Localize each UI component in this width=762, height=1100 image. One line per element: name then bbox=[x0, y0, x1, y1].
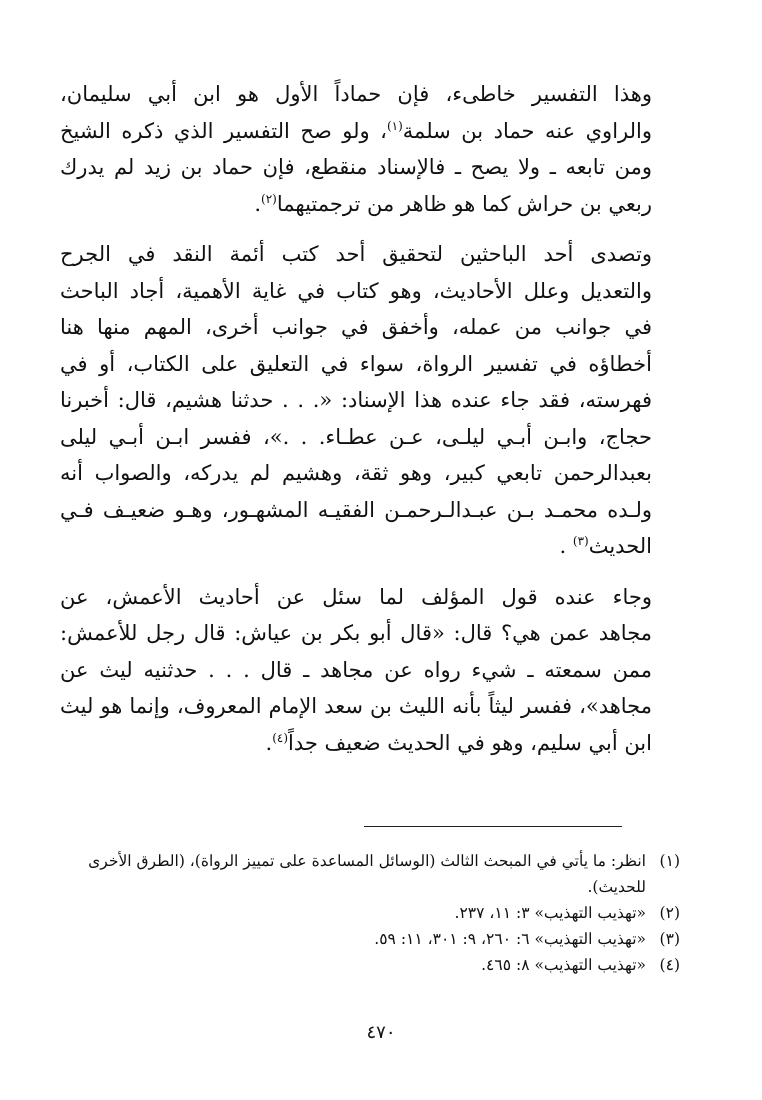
footnote-item bbox=[60, 848, 680, 900]
footnote-number: (٤) bbox=[659, 956, 680, 974]
text-span: ابن أبي سليم، وهو في الحديث ضعيف جداً bbox=[288, 730, 652, 755]
text-span: والراوي عنه حماد بن سلمة bbox=[402, 118, 652, 143]
text-line bbox=[60, 528, 680, 565]
text-line: بعبدالرحمن تابعي كبير، وهو ثقة، وهشيم لم يدركه، والصواب أنه bbox=[60, 461, 652, 485]
text-span: ، ولو صح التفسير الذي ذكره الشيخ bbox=[60, 118, 387, 143]
footnote-text: انظر: ما يأتي في المبحث الثالث (الوسائل المساعدة على تمييز الرواة)، (الطرق الأخرى للحديث). bbox=[88, 852, 646, 896]
paragraph-3 bbox=[60, 579, 680, 762]
text-line: مجاهد»، ففسر ليثاً بأنه الليث بن سعد الإمام المعروف، وإنما هو ليث bbox=[60, 694, 652, 718]
main-text bbox=[60, 76, 680, 775]
text-span: الحديث bbox=[588, 534, 652, 558]
text-line: في جوانب من عمله، وأخفق في جوانب أخرى، المهم منها هنا bbox=[60, 315, 652, 339]
footnote-ref[interactable]: (١) bbox=[386, 118, 403, 133]
text-span: . bbox=[265, 730, 273, 755]
footnote-text: «تهذيب التهذيب» ٦: ٢٦٠، ٩: ٣٠١، ١١: ٥٩. bbox=[374, 930, 646, 948]
text-line: وجاء عنده قول المؤلف لما سئل عن أحاديث الأعمش، عن bbox=[60, 584, 652, 609]
footnote-text: «تهذيب التهذيب» ٨: ٤٦٥. bbox=[481, 956, 646, 974]
text-line: وتصدى أحد الباحثين لتحقيق أحد كتب أئمة النقد في الجرح bbox=[60, 242, 652, 266]
footnote-separator bbox=[364, 826, 622, 827]
footnote-number: (٢) bbox=[659, 904, 680, 922]
text-line: وهذا التفسير خاطىء، فإن حماداً الأول هو ابن أبي سليمان، bbox=[60, 82, 652, 106]
footnote-item bbox=[60, 926, 680, 952]
paragraph-1 bbox=[60, 76, 680, 222]
footnote-number: (١) bbox=[659, 852, 680, 870]
text-line: حجاج، وابـن أبـي ليلـى، عـن عطـاء. . .»، ففسر ابـن أبـي ليلى bbox=[60, 424, 652, 449]
text-line bbox=[60, 725, 680, 762]
footnote-ref[interactable]: (٤) bbox=[272, 730, 289, 745]
footnotes bbox=[60, 848, 680, 978]
text-span: . bbox=[254, 191, 262, 216]
text-line bbox=[60, 186, 680, 223]
text-line: مجاهد عمن هي؟ قال: «قال أبو بكر بن عياش: قال رجل للأعمش: bbox=[60, 621, 653, 645]
footnote-item bbox=[60, 900, 680, 926]
text-line: أخطاؤه في تفسير الرواة، سواء في التعليق على الكتاب، أو في bbox=[60, 351, 652, 376]
text-span: . bbox=[559, 534, 573, 558]
page-number: ٤٧٠ bbox=[366, 1022, 396, 1043]
footnote-ref[interactable]: (٢) bbox=[261, 191, 277, 206]
text-line: فهرسته، فقد جاء عنده هذا الإسناد: «. . . حدثنا هشيم، قال: أخبرنا bbox=[60, 388, 652, 412]
paragraph-2 bbox=[60, 236, 680, 565]
footnote-text: «تهذيب التهذيب» ٣: ١١، ٢٣٧. bbox=[454, 904, 646, 922]
text-line: والتعديل وعلل الأحاديث، وهو كتاب في غاية الأهمية، أجاد الباحث bbox=[60, 278, 652, 303]
footnote-ref[interactable]: (٣) bbox=[572, 534, 589, 548]
text-line: ولـده محمـد بـن عبـدالـرحمـن الفقيـه المشهـور، وهـو ضعيـف فـي bbox=[60, 497, 652, 522]
text-line: ومن تابعه ـ ولا يصح ـ فالإسناد منقطع، فإن حماد بن زيد لم يدرك bbox=[60, 155, 652, 179]
text-line bbox=[60, 113, 680, 150]
footnote-item bbox=[60, 952, 680, 978]
footnote-number: (٣) bbox=[659, 930, 680, 948]
text-line: ممن سمعته ـ شيء رواه عن مجاهد ـ قال . . . حدثنيه ليث عن bbox=[60, 657, 652, 682]
text-span: ربعي بن حراش كما هو ظاهر من ترجمتيهما bbox=[276, 191, 652, 216]
